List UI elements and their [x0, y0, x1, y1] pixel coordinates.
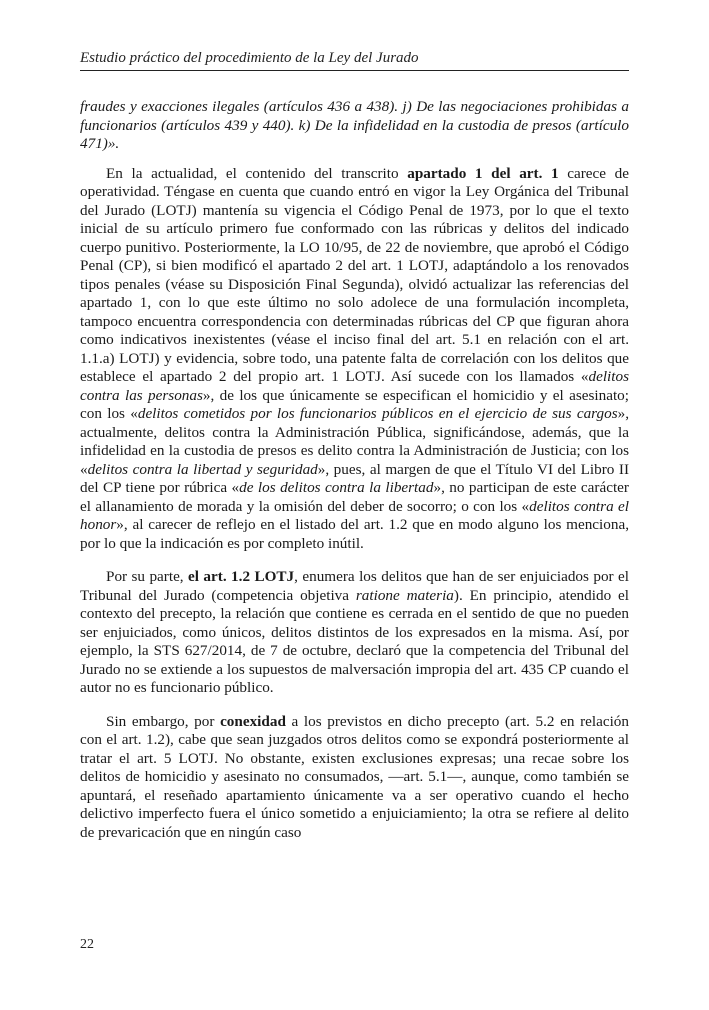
paragraph-art-1-2 — [80, 568, 629, 698]
page-body — [80, 98, 629, 853]
text-run: carece de operatividad. Téngase en cuenta que cuando entró en vigor la Ley Orgánica del Tribunal del Jurado (LOTJ) mantenía su vigencia el Código Penal de 1973, por lo que el texto inicial de su artículo primero fue conformado con las rúbricas y delitos del indicado cuerpo punitivo. Posteriormente, la LO 10/95, de 22 de noviembre, que aprobó el Código Penal (CP), si bien modificó el apartado 2 del art. 1 LOTJ, adaptándolo a los renovados tipos penales (véase su Disposición Final Segunda), olvidó actualizar las referencias del apartado 1, con lo que este último no solo adolece de una formulación incompleta, tampoco encuentra correspondencia con determinadas rúbricas del CP que figuran ahora como indicativos inexistentes (véase el inciso final del art. 5.1 en relación con el art. 1.1.a) LOTJ) y evidencia, sobre todo, una patente falta de correlación con los delitos que establece el apartado 2 del propio art. 1 LOTJ. Así sucede con los llamados « — [80, 164, 629, 385]
italic-phrase: de los delitos contra la libertad — [239, 479, 434, 496]
text-run: ). En principio, atendido el contexto del precepto, la relación que contiene es cerrada en el sentido de que no pueden ser enjuiciados, como únicos, delitos distintos de los expresados en la misma. Así, por ejemplo, la STS 627/2014, de 7 de octubre, declaró que la competencia del Tribunal del Jurado no se extiende a los supuestos de malversación impropia del art. 435 CP cuando el autor no es funcionario público. — [80, 586, 629, 696]
italic-phrase: delitos contra las personas — [80, 368, 629, 404]
paragraph-conexidad — [80, 713, 629, 843]
text-run: », actualmente, delitos contra la Administración Pública, significándose, además, que la infidelidad en la custodia de presos es delito contra la Administración de Justicia; con los « — [80, 405, 629, 478]
text-run: a los previstos en dicho precepto (art. 5.2 en relación con el art. 1.2), cabe que sean juzgados otros delitos como se expondrá posteriormente al tratar el art. 5 LOTJ. No obstante, existen exclusiones expresas; una recae sobre los delitos de homicidio y asesinato no consumados, —art. 5.1—, aunque, como también se apuntará, el reseñado apartamiento únicamente va a ser operativo cuando el hecho delictivo imperfecto fuera el único sometido a enjuiciamiento; la otra se refiere al delito de prevaricación que en ningún caso — [80, 712, 629, 841]
text-run: », no participan de este carácter el allanamiento de morada y la omisión del deber de socorro; o con los « — [80, 479, 629, 515]
text-run: fraudes y exacciones ilegales (artículos 436 a 438). j) De las negociaciones prohibidas a funcionarios (artículos 439 y 440). k) De la infidelidad en la custodia de presos (artículo 471)». — [80, 98, 629, 152]
paragraph-quote-continuation — [80, 98, 629, 154]
page-number: 22 — [80, 937, 94, 952]
italic-phrase: delitos contra la libertad y seguridad — [87, 460, 318, 478]
italic-phrase: delitos contra el honor — [80, 497, 629, 533]
running-title: Estudio práctico del procedimiento de la Ley del Jurado — [80, 50, 419, 66]
bold-phrase: conexidad — [220, 712, 286, 730]
text-run: », pues, al margen de que el Título VI del Libro II del CP tiene por rúbrica « — [80, 460, 629, 496]
bold-phrase: apartado 1 del art. 1 — [407, 164, 559, 182]
text-run: Sin embargo, por — [106, 712, 221, 730]
italic-phrase: delitos cometidos por los funcionarios públicos en el ejercicio de sus cargos — [137, 405, 618, 422]
bold-phrase: el art. 1.2 LOTJ — [188, 568, 295, 585]
paragraph-apartado-1 — [80, 165, 629, 554]
text-run: », de los que únicamente se especifican el homicidio y el asesinato; con los « — [80, 386, 629, 422]
text-run: En la actualidad, el contenido del transcrito — [106, 164, 408, 182]
italic-phrase: ratione materia — [355, 586, 454, 604]
text-run: Por su parte, — [106, 568, 189, 585]
text-run: , enumera los delitos que han de ser enjuiciados por el Tribunal del Jurado (competencia objetiva — [80, 568, 629, 604]
text-run: », al carecer de reflejo en el listado del art. 1.2 que en modo alguno los menciona, por lo que la indicación es por completo inútil. — [80, 516, 629, 552]
running-header — [80, 50, 629, 71]
